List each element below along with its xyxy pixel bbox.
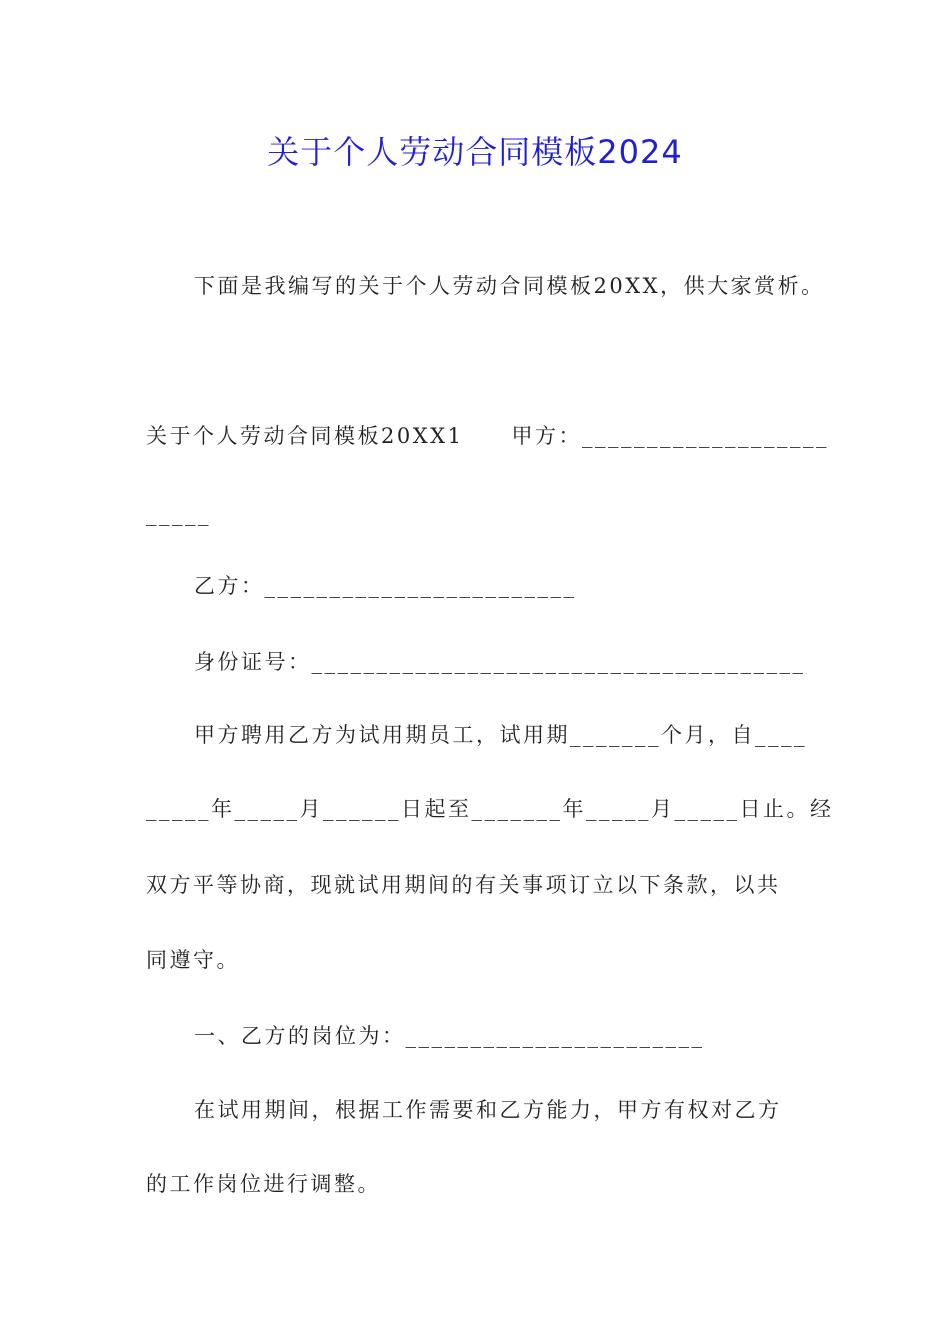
party-a-field: 甲方：___________________ bbox=[511, 424, 829, 448]
contract-subtitle: 关于个人劳动合同模板20XX1 bbox=[146, 424, 464, 448]
intro-paragraph: 下面是我编写的关于个人劳动合同模板20XX，供大家赏析。 bbox=[194, 274, 825, 298]
probation-paragraph-line-2: _____年_____月______日起至_______年_____月_____日止。经 bbox=[146, 797, 834, 821]
clause-one-paragraph-line-1: 在试用期间，根据工作需要和乙方能力，甲方有权对乙方 bbox=[194, 1098, 782, 1122]
probation-paragraph-line-4: 同遵守。 bbox=[146, 948, 240, 972]
probation-paragraph-line-1: 甲方聘用乙方为试用期员工，试用期_______个月，自____ bbox=[194, 723, 807, 747]
clause-one-position: 一、乙方的岗位为：_______________________ bbox=[194, 1024, 705, 1048]
party-b-field: 乙方：________________________ bbox=[194, 574, 577, 598]
probation-paragraph-line-3: 双方平等协商，现就试用期间的有关事项订立以下条款，以共 bbox=[146, 873, 781, 897]
contract-heading-line bbox=[146, 420, 829, 452]
id-number-field: 身份证号：______________________________________ bbox=[194, 650, 806, 674]
clause-one-paragraph-line-2: 的工作岗位进行调整。 bbox=[146, 1172, 381, 1196]
document-title: 关于个人劳动合同模板2024 bbox=[267, 133, 683, 171]
party-a-field-continuation: _____ bbox=[146, 502, 211, 526]
